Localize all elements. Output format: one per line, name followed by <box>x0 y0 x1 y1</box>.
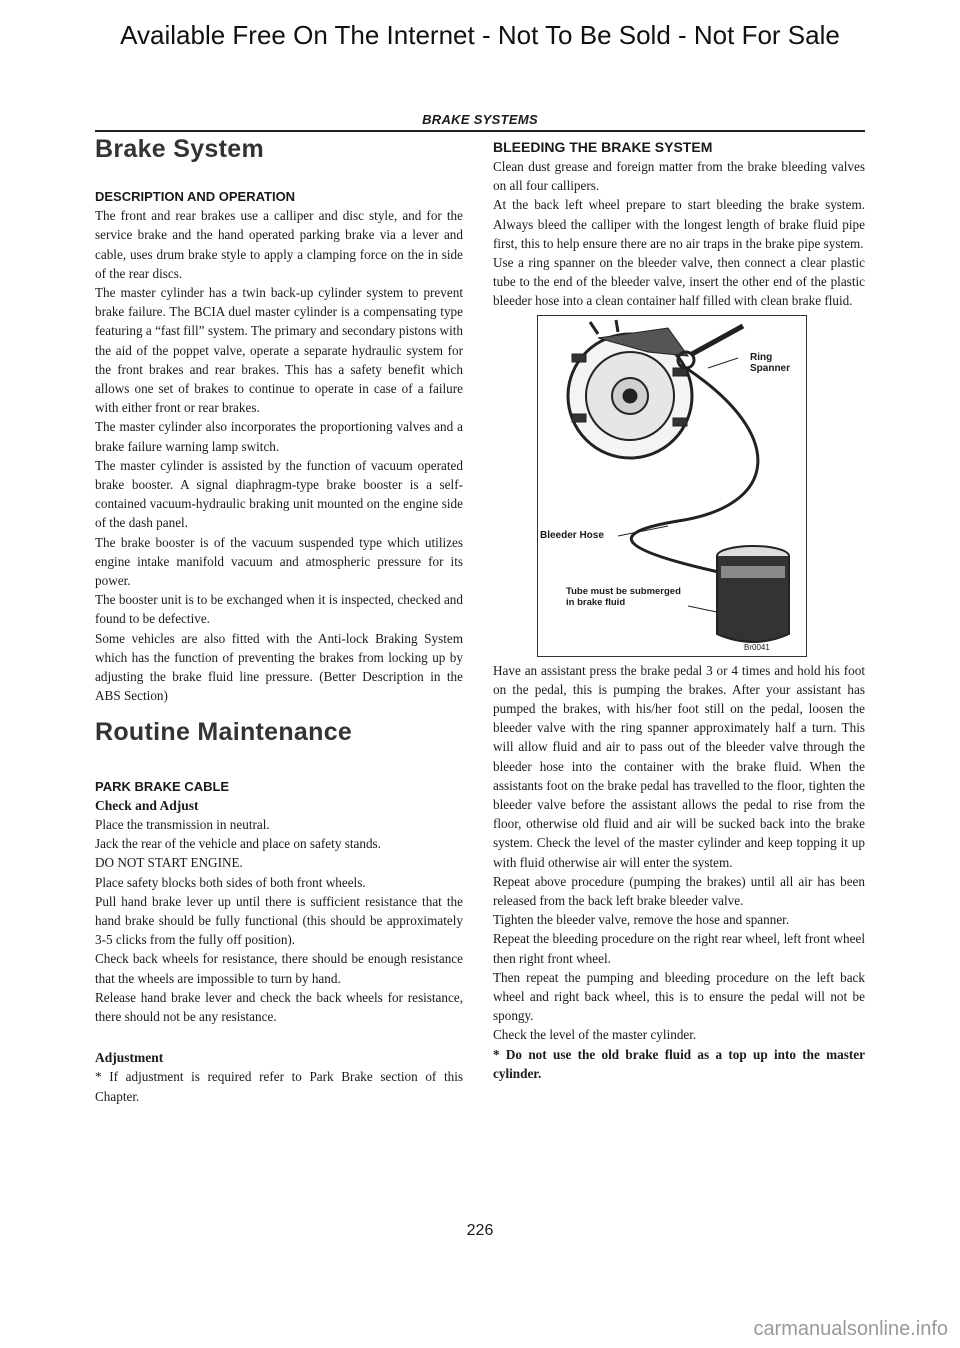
check-paragraph: Release hand brake lever and check the back wheels for resistance, there should not be any resistance. <box>95 989 463 1024</box>
desc-paragraph: The booster unit is to be exchanged when it is inspected, checked and found to be defective. <box>95 592 463 627</box>
label-tube-submerged: Tube must be submerged in brake fluid <box>566 585 681 608</box>
label-bleeder-hose: Bleeder Hose <box>540 529 604 541</box>
heading-park-brake-cable: PARK BRAKE CABLE <box>95 778 230 794</box>
footer-watermark: carmanualsonline.info <box>753 1318 948 1340</box>
check-paragraph: Jack the rear of the vehicle and place on safety stands. <box>95 836 381 852</box>
fluid-container <box>717 546 789 642</box>
header-rule <box>95 130 865 132</box>
check-paragraph: Pull hand brake lever up until there is sufficient resistance that the hand brake should be fully functional (this should be approximately 3-5 clicks from the fully off position). <box>95 893 463 948</box>
desc-paragraph: The master cylinder is assisted by the function of vacuum operated brake booster. A signal diaphragm-type brake booster is a self-contained vacuum-hydraulic braking unit mounted on the engine side of the dash panel. <box>95 457 463 531</box>
check-paragraph: Place the transmission in neutral. <box>95 816 270 832</box>
warning-note: * Do not use the old brake fluid as a top up into the master cylinder. <box>493 1046 865 1081</box>
after-paragraph: Then repeat the pumping and bleeding procedure on the left back wheel and right back wheel, this is to ensure the pedal will not be spongy. <box>493 969 865 1024</box>
after-paragraph: Check the level of the master cylinder. <box>493 1027 697 1043</box>
heading-bleeding: BLEEDING THE BRAKE SYSTEM <box>493 139 713 155</box>
ring-spanner <box>678 326 743 368</box>
bleed-paragraph: Use a ring spanner on the bleeder valve, then connect a clear plastic tube to the end of the bleeder valve, insert the other end of the plastic bleeder hose into a clean container half filled with clean brake fluid. <box>493 255 865 309</box>
check-paragraph: DO NOT START ENGINE. <box>95 855 243 871</box>
check-paragraph: Check back wheels for resistance, there should be enough resistance that the wheels are impossible to turn by hand. <box>95 951 463 986</box>
desc-paragraph: The master cylinder also incorporates the proportioning valves and a brake failure warning lamp switch. <box>95 419 463 454</box>
adjust-paragraph: * If adjustment is required refer to Park Brake section of this Chapter. <box>95 1069 463 1104</box>
heading-check-adjust: Check and Adjust <box>95 797 199 813</box>
figure-code: Br0041 <box>744 642 770 652</box>
watermark-banner: Available Free On The Internet - Not To Be Sold - Not For Sale <box>120 20 840 50</box>
right-column <box>493 138 865 1083</box>
desc-paragraph: The front and rear brakes use a calliper and disc style, and for the service brake and the hand operated parking brake via a lever and cable, uses drum brake style to apply a clamping force on the in side of the rear discs. <box>95 208 463 281</box>
heading-adjustment: Adjustment <box>95 1050 164 1066</box>
after-paragraph: Repeat above procedure (pumping the brakes) until all air has been released from the back left brake bleeder valve. <box>493 873 865 909</box>
running-head: BRAKE SYSTEMS <box>422 112 538 127</box>
check-paragraph: Place safety blocks both sides of both front wheels. <box>95 874 366 890</box>
section-title-brake-system: Brake System <box>95 135 264 163</box>
page-number: 226 <box>466 1222 494 1239</box>
heading-description: DESCRIPTION AND OPERATION <box>95 189 296 205</box>
bleed-paragraph: Clean dust grease and foreign matter from the brake bleeding valves on all four callipers. <box>493 159 865 194</box>
bleeding-figure <box>537 315 807 657</box>
after-paragraph: Have an assistant press the brake pedal 3 or 4 times and hold his foot on the pedal, this is pumping the brakes. After your assistant has pumped the brakes, with his/her foot still on the pedal, loosen the bleeder valve with the ring spanner approximately half a turn. This will allow fluid and air to pass out of the bleeder valve through the bleeder hose into the container with the brake fluid. When the assistants foot on the brake pedal has travelled to the floor, tighten the bleeder valve before the assistant allows the pedal to rise from the floor, otherwise old fluid and air will be sucked back into the brake system. Check the level of the master cylinder and keep topping it up with fluid otherwise air will enter the system. <box>493 662 865 870</box>
label-ring-spanner: Ring Spanner <box>750 351 791 374</box>
desc-paragraph: Some vehicles are also fitted with the Anti-lock Braking System which has the function of preventing the brakes from locking up by adjusting the brake fluid line pressure. (Better Description in the ABS Section) <box>95 630 463 704</box>
after-paragraph: Tighten the bleeder valve, remove the hose and spanner. <box>493 912 790 928</box>
section-title-routine-maintenance: Routine Maintenance <box>95 718 353 747</box>
bleed-paragraph: At the back left wheel prepare to start bleeding the brake system. Always bleed the calliper with the longest length of brake fluid pipe first, this to help ensure there are no air traps in the brake pipe system. <box>493 197 865 251</box>
hub-assembly <box>568 320 692 458</box>
desc-paragraph: The master cylinder has a twin back-up cylinder system to prevent brake failure. The BCIA duel master cylinder is a compensating type featuring a “fast fill” system. The primary and secondary pistons with the aid of the poppet valve, operate a separate hydraulic system for the front brakes and rear brakes. This has a safety benefit which allows one set of brakes to continue to operate in case of a failure with either front or rear brakes. <box>95 285 463 416</box>
after-paragraph: Repeat the bleeding procedure on the right rear wheel, left front wheel then right front wheel. <box>493 931 865 966</box>
left-column <box>95 135 463 1106</box>
desc-paragraph: The brake booster is of the vacuum suspended type which utilizes engine intake manifold vacuum and atmospheric pressure for its power. <box>95 534 463 589</box>
